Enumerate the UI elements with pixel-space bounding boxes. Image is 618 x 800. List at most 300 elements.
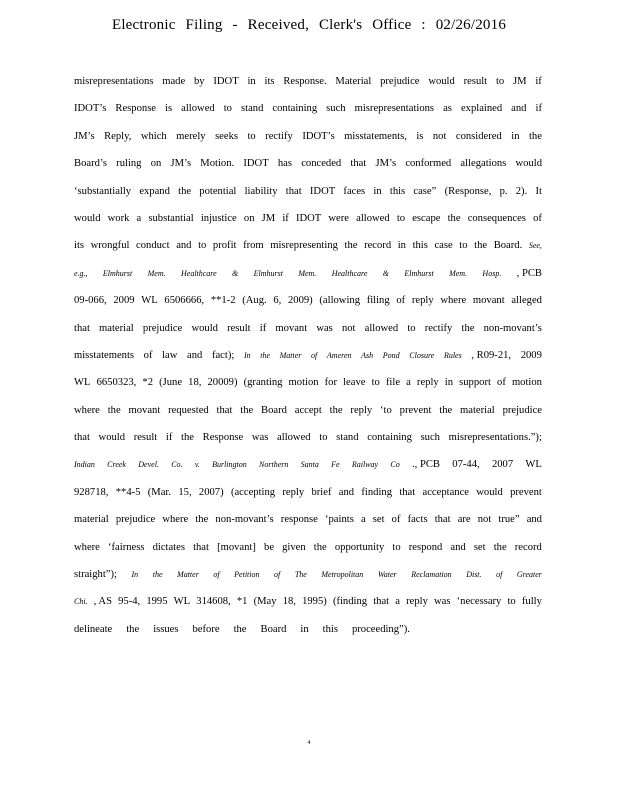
word: are [457,514,471,526]
word: expand [139,185,170,197]
word: considered [455,130,502,142]
word: is [416,130,424,142]
word: and [176,240,192,252]
word: to [407,322,416,334]
word: record [364,240,392,252]
text-line [74,232,542,259]
word: consequences [467,212,526,224]
word: movant [275,322,308,334]
word: (Mar. [147,486,172,498]
word: Board [260,623,287,635]
word: reply [282,486,305,498]
word: the [493,541,507,553]
word: from [243,240,264,252]
word: true” [498,514,520,526]
citation-word: of [311,350,318,360]
word: not [477,514,492,526]
word: given [282,541,306,553]
word: prejudice [380,76,420,87]
word: (granting [243,377,283,389]
word: the [447,212,461,224]
word: JM [512,76,527,87]
word: p. [499,185,508,197]
word: merely [176,130,206,142]
word: if [259,322,267,334]
word: in [373,185,382,197]
word: Response. [283,76,327,87]
word: reply [416,377,439,389]
word: misstatements, [344,130,407,142]
word: the [233,623,247,635]
word: to [495,76,505,87]
word: conceded [301,158,342,170]
body-text [74,68,542,643]
word: Reply, [104,130,132,142]
word: misrepresentations [74,76,154,87]
text-line [74,534,542,561]
word: fully [521,596,542,608]
text-line [74,588,542,615]
word: by [193,76,205,87]
word: ‘fairness [108,541,145,553]
word: that [434,514,451,526]
word: 6650323, [96,377,137,389]
citation-word: Co. [171,460,183,470]
word: and [338,486,355,498]
word: a [395,596,400,608]
citation-word: Hosp. [482,268,502,278]
word: if [535,76,542,87]
citation-word: Creek [107,460,126,470]
word: (June [159,377,183,389]
page-header: Electronic Filing - Received, Clerk's Office : 02/26/2016 [111,17,507,33]
word: this [322,623,338,635]
word: , R09-21, [471,349,512,361]
word: misrepresentations.”); [448,432,542,444]
citation-word: & [382,268,389,278]
word: where [162,514,189,526]
word: a [136,212,142,224]
word: 2007 [491,459,514,471]
word: *1 [236,596,248,608]
word: reply [350,404,373,416]
word: prevent [399,404,432,416]
citation-word: Mem. [449,268,468,278]
word: ., PCB [412,459,440,471]
word: a [406,377,411,389]
word: 20009) [207,377,238,389]
word: containing [367,432,412,444]
word: where [74,541,100,553]
word: that [193,541,209,553]
word: profit [212,240,237,252]
word: 6506666, [164,295,205,307]
word: the [178,185,192,197]
word: stand [241,103,264,115]
word: a [360,514,366,526]
word: 2007) [198,486,224,498]
text-line [74,506,542,533]
word: IDOT [243,158,269,170]
word: that [373,596,390,608]
word: would [98,432,126,444]
word: in [511,130,520,142]
word: **1-2 [210,295,236,307]
word: requested [168,404,209,416]
citation-word: Ash [361,350,374,360]
word: IDOT [295,212,322,224]
word: the [181,432,194,444]
word: IDOT’s [74,103,107,115]
word: facts [407,514,428,526]
word: before [192,623,220,635]
word: Material [335,76,372,87]
word: to [247,130,256,142]
text-line [74,260,542,287]
word: record [514,541,542,553]
word: 2). [515,185,528,197]
word: prejudice [115,514,156,526]
word: Motion. [200,158,235,170]
word: brief [311,486,332,498]
word: proceeding”). [351,623,410,635]
word: made [162,76,186,87]
word: ruling [116,158,142,170]
word: set [372,514,385,526]
word: if [535,103,542,115]
word: the [240,404,254,416]
word: the [344,240,358,252]
word: 07-44, [452,459,480,471]
citation-word: Matter [177,570,199,580]
word: and [511,103,527,115]
word: not [341,322,356,334]
word: opportunity [334,541,385,553]
text-line [74,561,542,588]
word: not [432,130,447,142]
word: that [74,432,90,444]
word: 09-066, [74,295,107,307]
word: misrepresentations [354,103,435,115]
word: reply [411,295,434,307]
word: prevent [510,486,542,498]
word: such [420,432,440,444]
word: conformed [405,158,452,170]
citation-word: In [243,350,251,360]
text-line [74,287,542,314]
word: 1995) [302,596,327,608]
word: prejudice [502,404,542,416]
word: WL [74,377,91,389]
word: was [251,432,269,444]
word: this [389,185,406,197]
word: **4-5 [115,486,141,498]
page-number: 4 [307,740,311,746]
citation-word: Burlington [212,460,247,470]
word: explained [460,103,503,115]
word: that [216,404,233,416]
word: was [434,596,451,608]
word: 928718, [74,486,109,498]
word: JM [261,212,276,224]
word: (Aug. [242,295,267,307]
citation-word: Ameren [326,350,352,360]
word: case” [413,185,437,197]
citation-word: & [232,268,239,278]
word: WL [525,459,542,471]
word: allowed [364,322,399,334]
text-line [74,95,542,122]
text-line [74,616,542,643]
word: of [497,377,506,389]
word: rectify [424,322,453,334]
word: of [396,295,406,307]
word: seeks [215,130,239,142]
word: if [165,432,173,444]
word: liability [244,185,278,197]
word: potential [199,185,237,197]
word: wrongful [90,240,130,252]
word: accept [294,404,322,416]
word: filing [366,295,390,307]
word: of [391,514,401,526]
word: finding [361,486,392,498]
word: on [150,158,162,170]
word: escape [412,212,441,224]
citation-word: The [294,570,307,580]
word: the [439,404,453,416]
word: the [126,623,140,635]
citation-word: Rules [443,350,462,360]
word: 314608, [196,596,231,608]
word: ‘to [380,404,392,416]
word: on [243,212,255,224]
word: would [476,486,503,498]
word: which [140,130,167,142]
word: law [162,349,178,361]
word: to [223,103,232,115]
word: material [74,514,109,526]
word: in [397,240,406,252]
word: non-movant’s [483,322,542,334]
word: result [463,76,488,87]
citation-word: Closure [409,350,435,360]
word: movant [128,404,161,416]
citation-word: In [131,570,139,580]
word: issues [153,623,179,635]
word: reply [406,596,428,608]
word: 2009 [113,295,135,307]
word: injustice [200,212,237,224]
word: It [535,185,542,197]
word: motion [511,377,542,389]
word: faces [343,185,366,197]
word: the [461,322,475,334]
word: containing [272,103,318,115]
word: ‘paints [324,514,354,526]
word: the [107,404,121,416]
word: to [198,240,207,252]
text-line [74,397,542,424]
word: to [371,377,380,389]
word: if [282,212,289,224]
citation-word: Mem. [147,268,166,278]
word: ‘necessary [456,596,502,608]
word: would [428,76,455,87]
word: allowed [356,212,390,224]
citation-word: Matter [279,350,302,360]
citation-word: See, [528,241,542,251]
word: JM’s [74,130,95,142]
citation-word: Greater [516,570,542,580]
word: allowed [277,432,311,444]
word: this [412,240,428,252]
word: 15, [178,486,192,498]
word: and [526,514,542,526]
word: (May [253,596,277,608]
word: IDOT’s [302,130,335,142]
word: 6, [273,295,282,307]
citation-word: Co [390,460,400,470]
word: was [316,322,333,334]
word: (allowing [319,295,360,307]
word: (Response, [444,185,492,197]
word: respond [408,541,443,553]
word: where [74,404,100,416]
word: (accepting [230,486,276,498]
word: in [247,76,256,87]
citation-word: Elmhurst [404,268,434,278]
word: to [396,212,406,224]
word: (finding [332,596,368,608]
word: conduct [136,240,170,252]
word: of [533,212,542,224]
word: dictates [152,541,185,553]
word: the [313,541,327,553]
word: support [459,377,491,389]
word: that [74,322,90,334]
word: set [473,541,486,553]
word: and [187,349,203,361]
citation-word: of [213,570,220,580]
word: that [350,158,367,170]
text-line [74,342,542,369]
word: work [107,212,130,224]
word: allegations [460,158,507,170]
word: Response [115,103,157,115]
word: the [195,514,209,526]
word: be [264,541,275,553]
word: 1995 [146,596,168,608]
text-line [74,369,542,396]
text-line [74,315,542,342]
word: leave [343,377,366,389]
word: to [392,541,401,553]
word: rectify [265,130,293,142]
citation-word: the [152,570,163,580]
citation-word: Elmhurst [253,268,283,278]
citation-word: Healthcare [180,268,217,278]
word: of [143,349,153,361]
word: such [326,103,346,115]
citation-word: Elmhurst [102,268,133,278]
citation-word: e.g., [74,268,88,278]
word: Board [261,404,287,416]
citation-word: Fe [331,460,340,470]
word: to [459,240,468,252]
citation-word: Healthcare [331,268,368,278]
word: its [264,76,275,87]
word: in [300,623,309,635]
word: , AS [93,596,112,608]
word: stand [336,432,359,444]
text-line [74,68,542,95]
word: delineate [74,623,113,635]
word: material [99,322,134,334]
word: result [227,322,251,334]
text-line [74,479,542,506]
text-line [74,424,542,451]
word: would [191,322,218,334]
citation-word: Devel. [138,460,159,470]
word: its [74,240,85,252]
word: fact); [211,349,235,361]
word: JM’s [170,158,192,170]
text-line [74,123,542,150]
word: 95-4, [118,596,141,608]
word: the [329,404,343,416]
word: would [74,212,101,224]
word: , PCB [516,267,542,279]
word: that [285,185,302,197]
word: were [328,212,349,224]
word: *2 [142,377,153,389]
word: response [280,514,318,526]
word: [movant] [217,541,256,553]
citation-word: of [496,570,503,580]
citation-word: Railway [351,460,379,470]
citation-word: Mem. [298,268,317,278]
word: 2009 [520,349,542,361]
word: Board’s [74,158,107,170]
word: in [444,377,454,389]
word: file [385,377,401,389]
citation-word: Petition [234,570,260,580]
word: where [440,295,467,307]
word: material [460,404,495,416]
citation-word: Northern [259,460,289,470]
citation-word: of [274,570,281,580]
word: 2009) [287,295,313,307]
text-line [74,178,542,205]
word: movant [472,295,505,307]
word: 18, [282,596,296,608]
word: alleged [511,295,542,307]
word: is [165,103,173,115]
word: 18, [188,377,202,389]
citation-word: Reclamation [411,570,452,580]
word: Board. [493,240,523,252]
word: for [324,377,338,389]
word: case [434,240,453,252]
word: WL [141,295,158,307]
word: IDOT [309,185,336,197]
word: and [450,541,466,553]
word: WL [173,596,191,608]
word: motion [288,377,319,389]
citation-word: v. [194,460,200,470]
word: would [515,158,542,170]
